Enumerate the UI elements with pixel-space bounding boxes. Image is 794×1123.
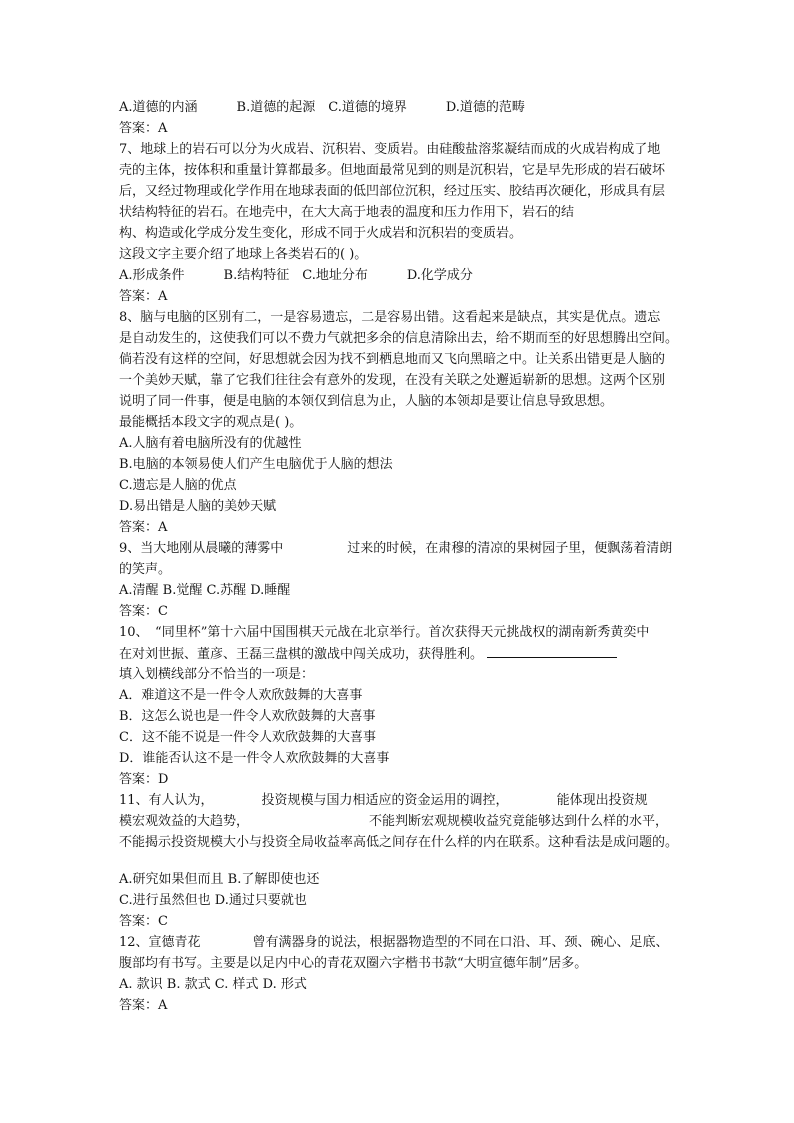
- q10-answer: 答案：D: [119, 772, 169, 787]
- q12-text-line-1: [119, 932, 669, 953]
- q10-text-line-1: 10、 “同里杯”第十六届中国围棋天元战在北京举行。首次获得天元挑战权的湖南新秀黄奕中: [119, 625, 650, 640]
- q11-text-line-1: [119, 790, 648, 811]
- q8-option-b: B.电脑的本领易使人们产生电脑优于人脑的想法: [119, 457, 393, 472]
- q12-answer: 答案：A: [119, 998, 168, 1013]
- q8-answer: 答案：A: [119, 520, 168, 535]
- q7-options: A.形成条件 B.结构特征 C.地址分布 D.化学成分: [119, 268, 473, 283]
- q11-text-part-3: 能体现出投资规: [556, 793, 648, 808]
- q6-answer: 答案：A: [119, 121, 168, 136]
- q8-option-a: A.人脑有着电脑所没有的优越性: [119, 436, 302, 451]
- q10-option-d: D．谁能否认这不是一件令人欢欣鼓舞的大喜事: [119, 751, 390, 766]
- q11-text-part-5: 不能判断宏观规模收益究竟能够达到什么样的水平，: [369, 814, 669, 829]
- q8-text-line-4: 一个美妙天赋，靠了它我们往往会有意外的发现，在没有关联之处邂逅崭新的思想。这两个区别: [119, 373, 666, 388]
- q7-question: 这段文字主要介绍了地球上各类岩石的( )。: [119, 247, 368, 262]
- q9-options: A.清醒 B.觉醒 C.苏醒 D.睡醒: [119, 583, 291, 598]
- q11-text-line-3: 不能揭示投资规模大小与投资全局收益率高低之间存在什么样的内在联系。这种看法是成问题的。: [119, 835, 679, 850]
- q12-options: A. 款识 B. 款式 C. 样式 D. 形式: [119, 977, 307, 992]
- q12-text-part-2: 曾有满器身的说法，根据器物造型的不同在口沿、耳、颈、碗心、足底、: [252, 935, 669, 950]
- q10-question: 填入划横线部分不恰当的一项是：: [119, 667, 315, 682]
- q8-text-line-5: 说明了同一件事，便是电脑的本领仅到信息为止，人脑的本领却是要让信息导致思想。: [119, 394, 614, 409]
- q7-answer: 答案：A: [119, 289, 168, 304]
- q8-text-line-2: 是自动发生的，这使我们可以不费力气就把多余的信息清除出去，给不期而至的好思想腾出空间。: [119, 331, 679, 346]
- q11-text-part-1: 11、有人认为，: [119, 793, 214, 808]
- q7-text-line-2: 壳的主体，按体积和重量计算都最多。但地面最常见到的则是沉积岩，它是早先形成的岩石破坏: [119, 163, 666, 178]
- q10-text-line-2: [119, 643, 617, 664]
- q10-option-c: C．这不能不说是一件令人欢欣鼓舞的大喜事: [119, 730, 376, 745]
- q7-text-line-4: 状结构特征的岩石。在地壳中，在大大高于地表的温度和压力作用下，岩石的结: [119, 205, 575, 220]
- q9-text-line-2: 的笑声。: [119, 562, 172, 577]
- q8-text-line-3: 倘若没有这样的空间，好思想就会因为找不到栖息地而又飞向黑暗之中。让关系出错更是人脑的: [119, 352, 666, 367]
- q11-options-2: C.进行虽然但也 D.通过只要就也: [119, 893, 307, 908]
- q10-option-a: A．难道这不是一件令人欢欣鼓舞的大喜事: [119, 688, 363, 703]
- q10-underline-blank: [487, 643, 617, 658]
- q11-text-part-2: 投资规模与国力相适应的资金运用的调控，: [261, 793, 509, 808]
- q9-text-part-1: 9、当大地刚从晨曦的薄雾中: [119, 541, 284, 556]
- q9-text-part-2: 过来的时候，在肃穆的清凉的果树园子里，便飘荡着清朗: [347, 541, 673, 556]
- q8-option-c: C.遗忘是人脑的优点: [119, 478, 237, 493]
- q7-text-line-1: 7、地球上的岩石可以分为火成岩、沉积岩、变质岩。由硅酸盐溶浆凝结而成的火成岩构成了地: [119, 142, 661, 157]
- q11-text-line-2: [119, 811, 668, 832]
- q7-text-line-5: 构、构造或化学成分发生变化，形成不同于火成岩和沉积岩的变质岩。: [119, 226, 523, 241]
- q11-options-1: A.研究如果但而且 B.了解即使也还: [119, 872, 320, 887]
- q8-text-line-1: 8、脑与电脑的区别有二，一是容易遗忘，二是容易出错。这看起来是缺点，其实是优点。遗忘: [119, 310, 661, 325]
- q8-option-d: D.易出错是人脑的美妙天赋: [119, 499, 277, 514]
- q7-text-line-3: 后，又经过物理或化学作用在地球表面的低凹部位沉积，经过压实、胶结再次硬化，形成具有层: [119, 184, 666, 199]
- q11-text-part-4: 模宏观效益的大趋势，: [119, 814, 250, 829]
- q10-option-b: B．这怎么说也是一件令人欢欣鼓舞的大喜事: [119, 709, 376, 724]
- q8-question: 最能概括本段文字的观点是( )。: [119, 415, 303, 430]
- q12-text-part-1: 12、宣德青花: [119, 935, 201, 950]
- q12-text-line-2: 腹部均有书写。主要是以足内中心的青花双圈六字楷书书款“大明宣德年制”居多。: [119, 956, 588, 971]
- q10-text-part: 在对刘世振、董彦、王磊三盘棋的激战中闯关成功，获得胜利。: [119, 647, 484, 662]
- q11-answer: 答案：C: [119, 914, 168, 929]
- q9-text-line-1: [119, 538, 672, 559]
- q9-answer: 答案：C: [119, 604, 168, 619]
- q6-options: A.道德的内涵 B.道德的起源 C.道德的境界 D.道德的范畴: [119, 100, 525, 115]
